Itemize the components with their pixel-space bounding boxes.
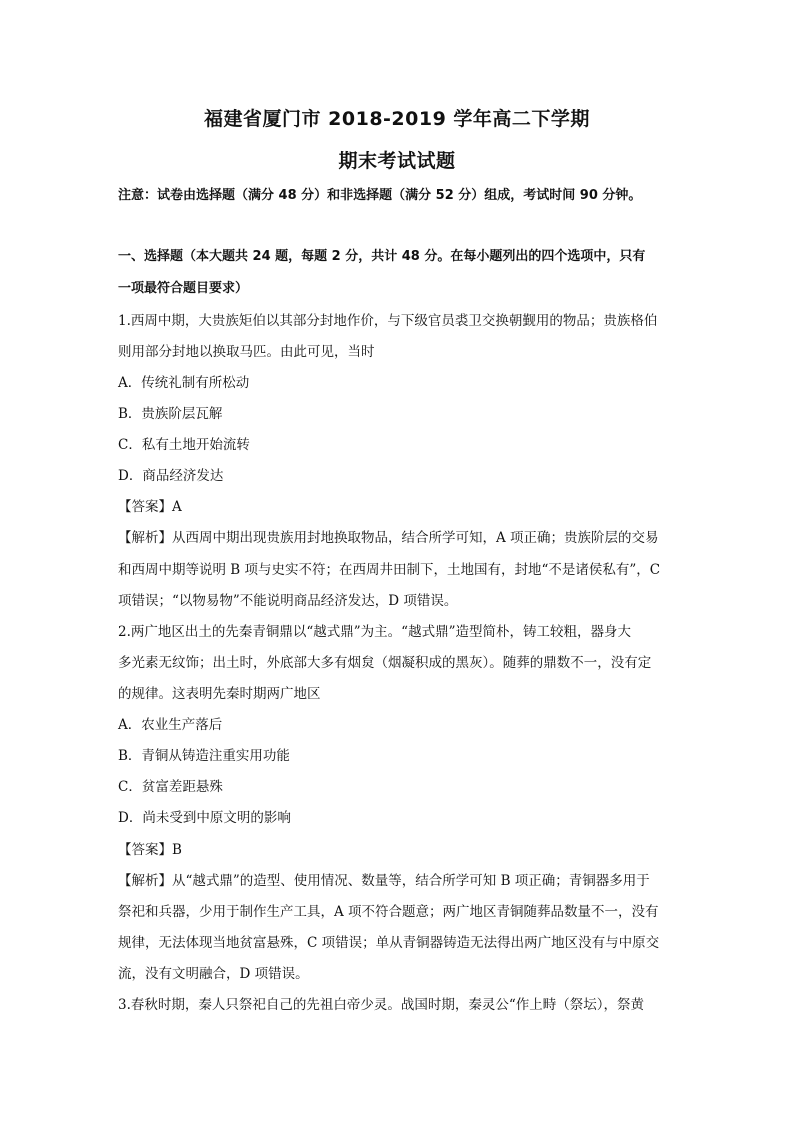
question-stem: 的规律。这表明先秦时期两广地区 xyxy=(118,686,321,702)
question-stem: 1.西周中期，大贵族矩伯以其部分封地作价，与下级官员裘卫交换朝觐用的物品；贵族格伯 xyxy=(118,313,658,329)
section-heading-cont: 一项最符合题目要求） xyxy=(118,281,249,296)
option-d: D．商品经济发达 xyxy=(118,468,224,484)
analysis: 【解析】从“越式鼎”的造型、使用情况、数量等，结合所学可知 B 项正确；青铜器多用于 xyxy=(118,873,650,889)
answer: 【答案】A xyxy=(118,499,182,515)
option-a: A．农业生产落后 xyxy=(118,717,223,733)
question-stem: 则用部分封地以换取马匹。由此可见，当时 xyxy=(118,344,375,360)
exam-notice: 注意：试卷由选择题（满分 48 分）和非选择题（满分 52 分）组成，考试时间 90 分钟。 xyxy=(118,188,642,203)
question-stem: 3.春秋时期，秦人只祭祀自己的先祖白帝少灵。战国时期，秦灵公“作上畤（祭坛），祭黄 xyxy=(118,997,645,1013)
option-b: B．贵族阶层瓦解 xyxy=(118,406,223,422)
option-c: C．私有土地开始流转 xyxy=(118,437,250,453)
analysis: 祭祀和兵器，少用于制作生产工具，A 项不符合题意；两广地区青铜随葬品数量不一，没有 xyxy=(118,904,659,920)
option-a: A．传统礼制有所松动 xyxy=(118,375,250,391)
answer: 【答案】B xyxy=(118,842,182,858)
analysis: 规律，无法体现当地贫富悬殊，C 项错误；单从青铜器铸造无法得出两广地区没有与中原交 xyxy=(118,935,660,951)
option-d: D．尚未受到中原文明的影响 xyxy=(118,810,291,826)
analysis: 流，没有文明融合，D 项错误。 xyxy=(118,966,309,982)
analysis: 和西周中期等说明 B 项与史实不符；在西周井田制下，土地国有，封地“不是诸侯私有”，C xyxy=(118,562,661,578)
section-heading: 一、选择题（本大题共 24 题，每题 2 分，共计 48 分。在每小题列出的四个选项中，只有 xyxy=(118,249,646,264)
document-title: 福建省厦门市 2018-2019 学年高二下学期 xyxy=(204,108,590,130)
analysis: 【解析】从西周中期出现贵族用封地换取物品，结合所学可知，A 项正确；贵族阶层的交易 xyxy=(118,530,659,546)
question-stem: 2.两广地区出土的先秦青铜鼎以“越式鼎”为主。“越式鼎”造型简朴，铸工较粗，器身大 xyxy=(118,624,631,640)
question-stem: 多光素无纹饰；出土时，外底部大多有烟炱（烟凝积成的黑灰）。随葬的鼎数不一，没有定 xyxy=(118,655,652,671)
option-b: B．青铜从铸造注重实用功能 xyxy=(118,748,290,764)
document-subtitle: 期末考试试题 xyxy=(338,150,456,172)
option-c: C．贫富差距悬殊 xyxy=(118,779,223,795)
analysis: 项错误；“以物易物”不能说明商品经济发达，D 项错误。 xyxy=(118,593,458,609)
